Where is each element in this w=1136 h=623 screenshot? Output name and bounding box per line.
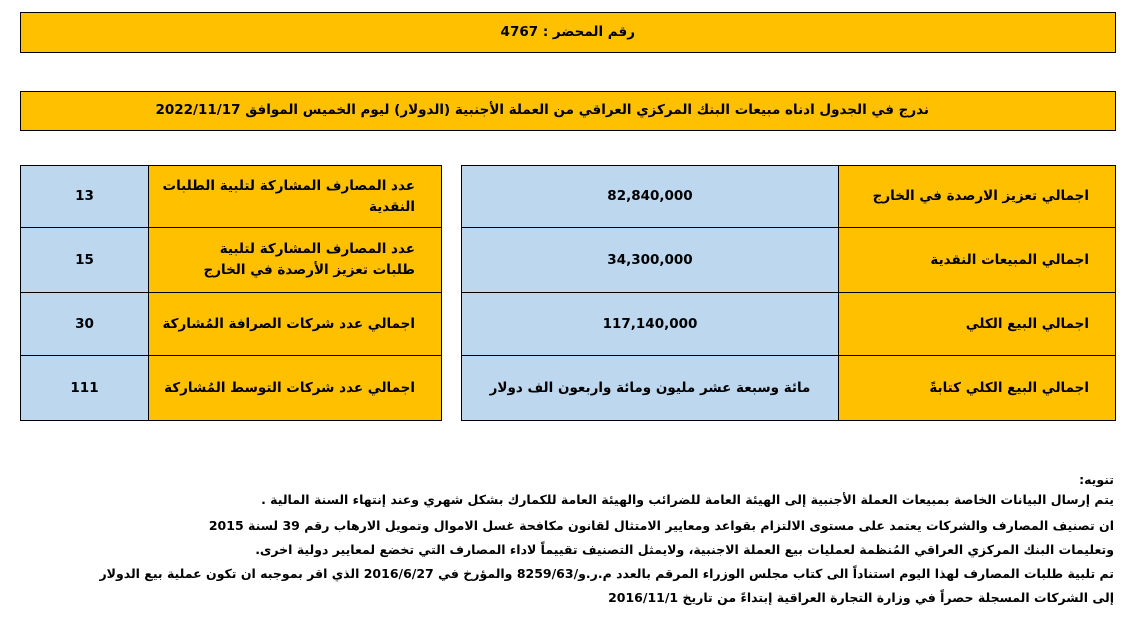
note-line: وتعليمات البنك المركزي العراقي المُنظمة لعمليات بيع العملة الاجنبية، ولايمثل التصنيف تقييماً لاداء المصارف التي تخضع لمعايير دولية اخرى.	[255, 542, 1114, 557]
note-line: تم تلبية طلبات المصارف لهذا اليوم استناداً الى كتاب مجلس الوزراء المرقم بالعدد م.ر.و/8259/63 والمؤرخ في 2016/6/27 الذي اقر بموجبه ان تكون عملية بيع الدولار	[99, 566, 1114, 581]
sales-label-cell	[838, 227, 1116, 293]
participants-label: عدد المصارف المشاركة لتلبية طلبات تعزيز الأرصدة في الخارج	[203, 241, 415, 278]
participants-value-cell	[20, 165, 149, 228]
header-text: ندرج في الجدول ادناه مبيعات البنك المركزي العراقي من العملة الأجنبية (الدولار) ليوم الخميس الموافق 2022/11/17	[155, 102, 929, 118]
sales-value: مائة وسبعة عشر مليون ومائة واربعون الف دولار	[489, 379, 811, 396]
note-line: يتم إرسال البيانات الخاصة بمبيعات العملة الأجنبية إلى الهيئة العامة للضرائب والهيئة العامة للكمارك بشكل شهري وعند إنتهاء السنة المالية .	[261, 492, 1114, 507]
participants-value: 30	[75, 315, 94, 332]
participants-value-cell	[20, 227, 149, 293]
participants-value: 13	[75, 188, 94, 205]
sales-value: 34,300,000	[607, 251, 693, 268]
note-line: إلى الشركات المسجلة حصراً في وزارة التجارة العراقية إبتداءً من تاريخ 2016/11/1	[608, 590, 1114, 605]
participants-label: اجمالي عدد شركات الصرافة المُشاركة	[162, 315, 415, 332]
sales-label-cell	[838, 292, 1116, 356]
participants-label: عدد المصارف المشاركة لتلبية الطلبات النقدية	[162, 177, 415, 215]
sales-value-cell	[461, 355, 839, 421]
sales-label: اجمالي تعزيز الارصدة في الخارج	[872, 188, 1089, 205]
sales-label-cell	[838, 165, 1116, 228]
participants-value-cell	[20, 292, 149, 356]
header-banner	[20, 91, 1116, 131]
participants-label: اجمالي عدد شركات التوسط المُشاركة	[164, 379, 415, 396]
sales-label: اجمالي البيع الكلي	[965, 315, 1089, 332]
sales-value: 82,840,000	[607, 188, 693, 205]
sales-label-cell	[838, 355, 1116, 421]
sales-value-cell	[461, 227, 839, 293]
sales-value-cell	[461, 165, 839, 228]
sales-value: 117,140,000	[602, 315, 698, 332]
minutes-number-box	[20, 12, 1116, 53]
participants-label-cell	[148, 227, 442, 293]
participants-value: 111	[70, 379, 99, 396]
notes-title: تنويه:	[1079, 472, 1114, 487]
sales-value-cell	[461, 292, 839, 356]
participants-value: 15	[75, 251, 94, 268]
sales-label: اجمالي البيع الكلي كتابةً	[929, 379, 1089, 396]
participants-value-cell	[20, 355, 149, 421]
participants-label-cell	[148, 165, 442, 228]
minutes-number: رقم المحضر : 4767	[500, 24, 635, 40]
note-line: ان تصنيف المصارف والشركات يعتمد على مستوى الالتزام بقواعد ومعايير الامتثال لقانون مكافحة غسل الاموال وتمويل الارهاب رقم 39 لسنة 2015	[208, 518, 1114, 533]
participants-label-cell	[148, 355, 442, 421]
sales-label: اجمالي المبيعات النقدية	[930, 251, 1089, 268]
participants-label-cell	[148, 292, 442, 356]
